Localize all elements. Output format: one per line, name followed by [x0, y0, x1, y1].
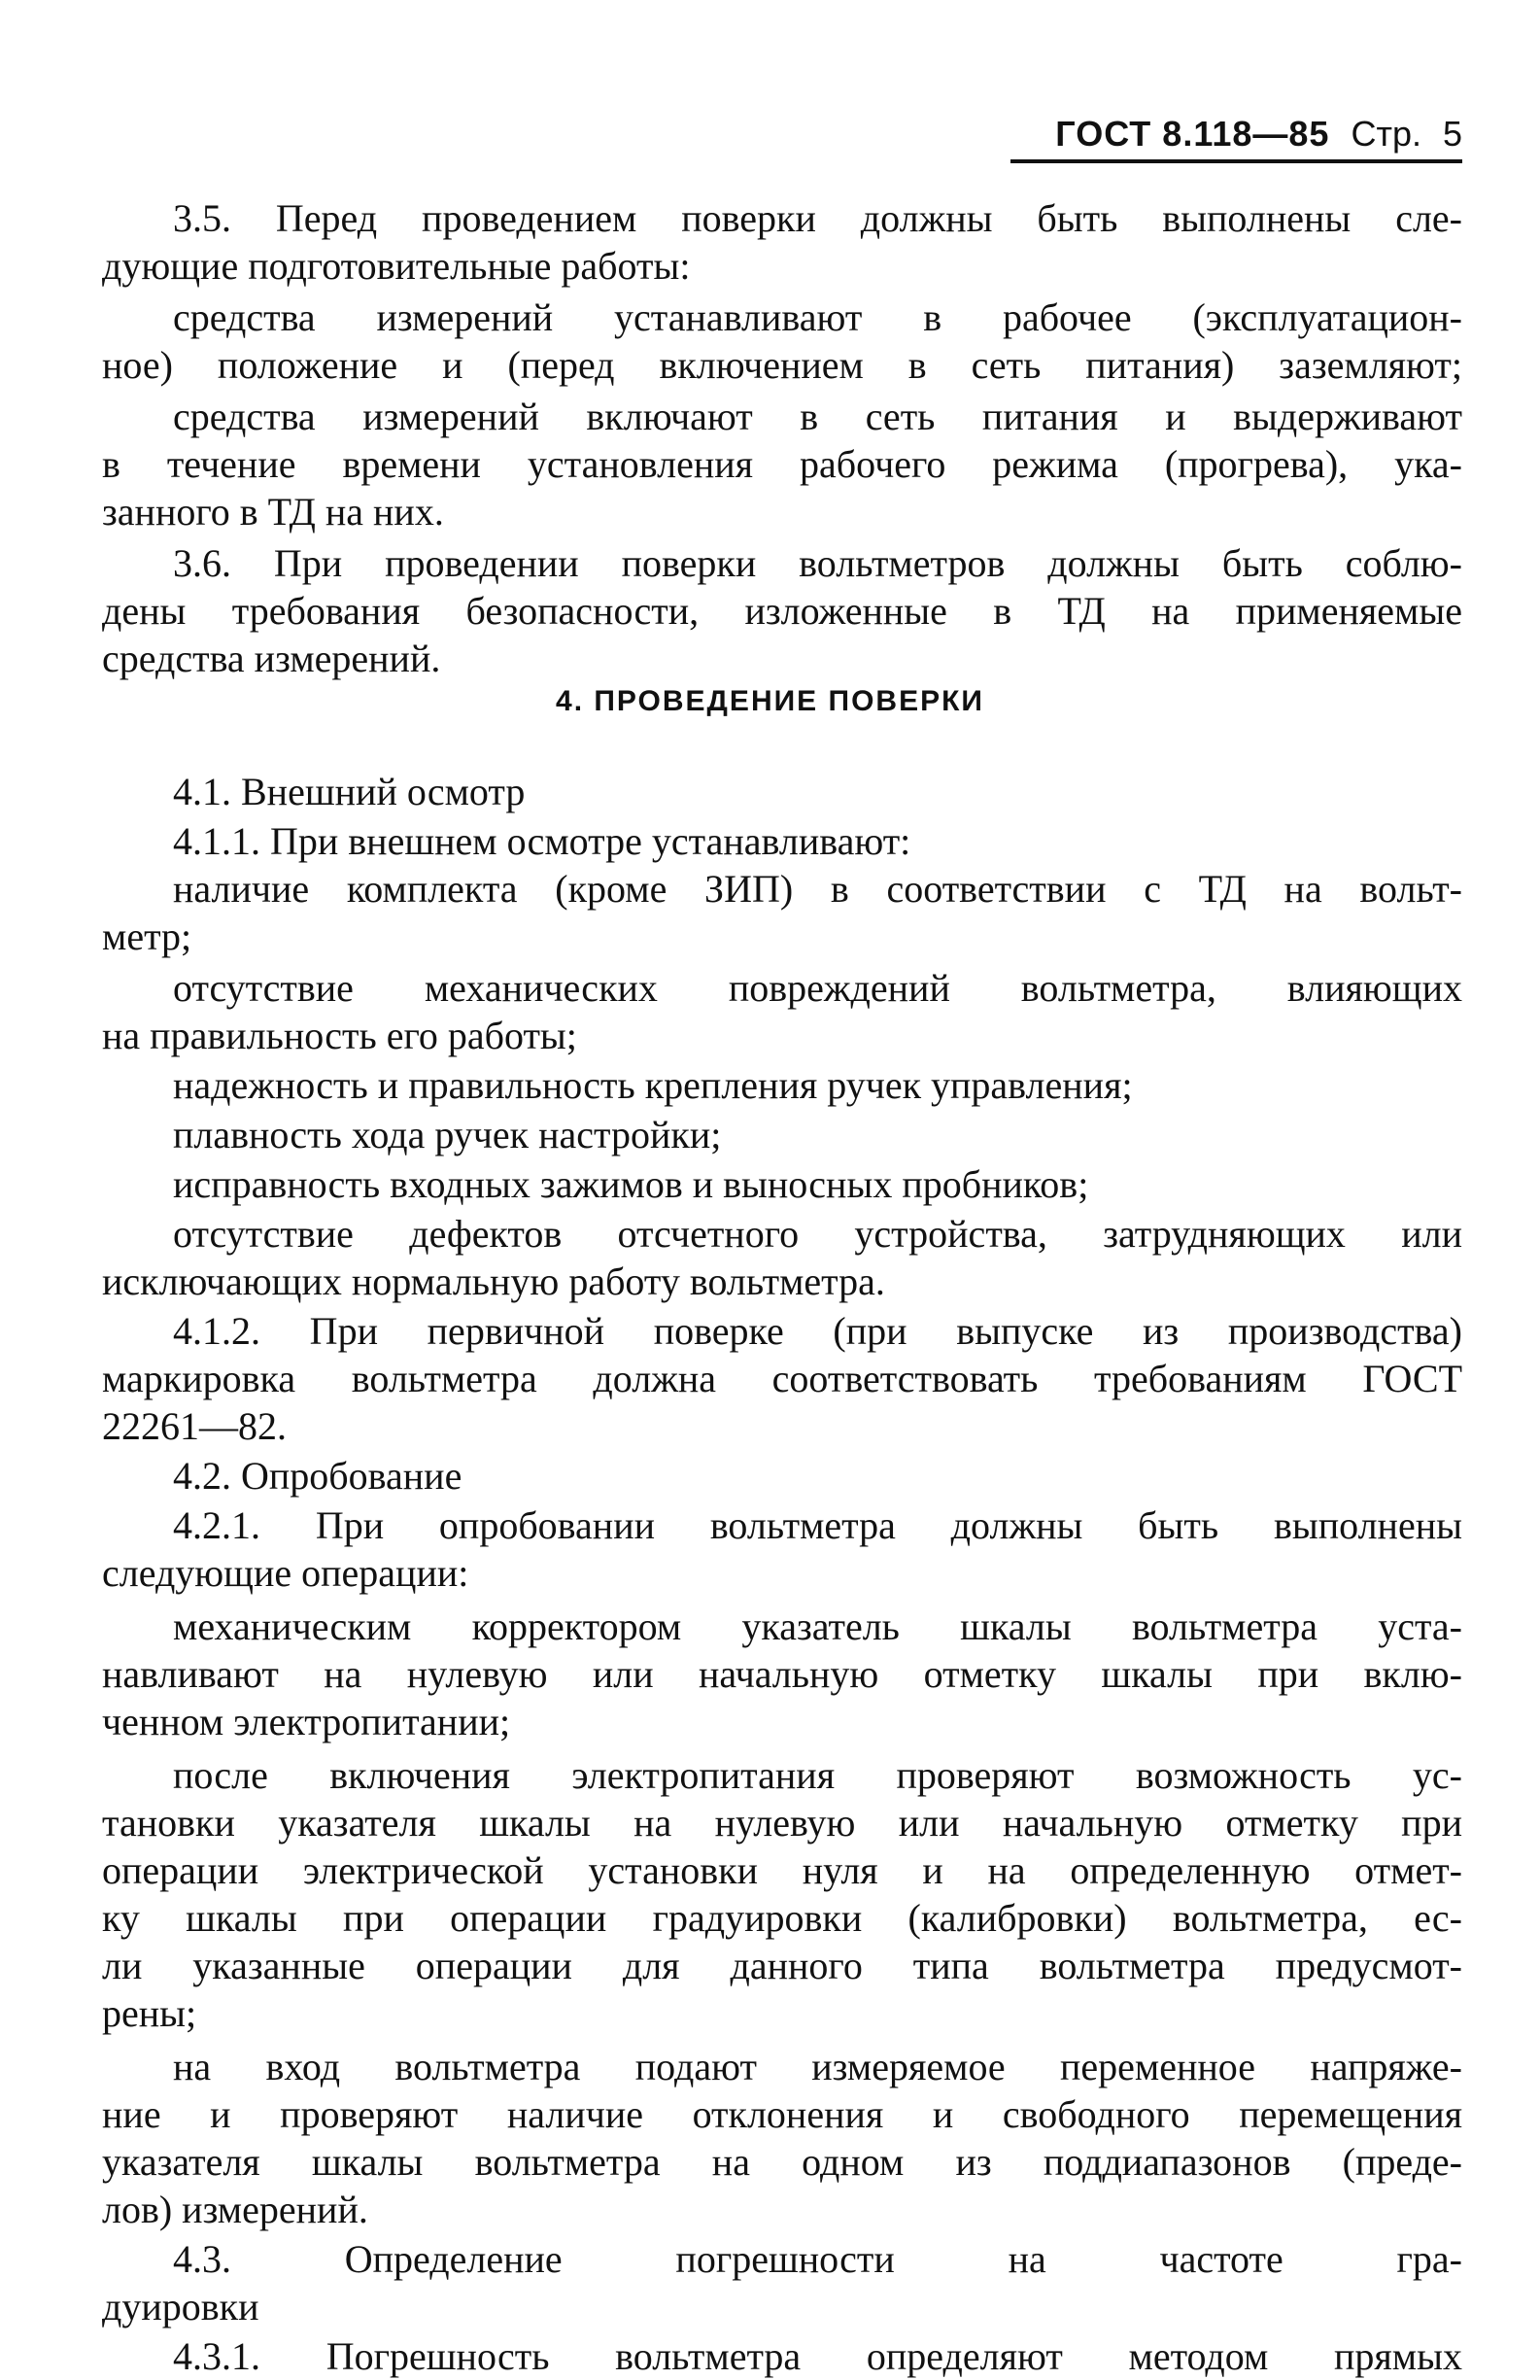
section-heading: 4. ПРОВЕДЕНИЕ ПОВЕРКИ [556, 685, 984, 717]
text-line: отсутствие дефектов отсчетного устройства, затрудняющих или [173, 1212, 1462, 1256]
section-3-text [102, 194, 1462, 682]
text-line: ние и проверяют наличие отклонения и свободного перемещения [102, 2092, 1462, 2136]
page-header [1010, 109, 1462, 163]
text-line: маркировка вольтметра должна соответствовать требованиям ГОСТ [102, 1357, 1462, 1400]
text-line: ченном электропитании; [102, 1700, 511, 1743]
standard-number: ГОСТ 8.118—85 [1055, 114, 1330, 154]
text-line: 4.1.2. При первичной поверке (при выпуске из производства) [173, 1309, 1462, 1353]
text-line: на вход вольтметра подают измеряемое переменное напряже- [173, 2045, 1462, 2088]
text-line: надежность и правильность крепления ручек управления; [173, 1063, 1133, 1107]
text-line: 3.6. При проведении поверки вольтметров должны быть соблю- [173, 541, 1462, 585]
text-line: исключающих нормальную работу вольтметра. [102, 1259, 885, 1303]
text-line: навливают на нулевую или начальную отметку шкалы при вклю- [102, 1652, 1462, 1696]
text-line: на правильность его работы; [102, 1014, 577, 1057]
text-line: наличие комплекта (кроме ЗИП) в соответствии с ТД на вольт- [173, 867, 1462, 911]
text-line: 4.2. Опробование [173, 1454, 462, 1498]
text-line: 4.2.1. При опробовании вольтметра должны быть выполнены [173, 1503, 1462, 1547]
text-line: средства измерений устанавливают в рабочее (эксплуатацион- [173, 295, 1462, 339]
text-line: 4.3.1. Погрешность вольтметра определяют методом прямых [173, 2334, 1462, 2378]
text-line: дующие подготовительные работы: [102, 244, 691, 288]
text-line: 4.1. Внешний осмотр [173, 770, 526, 813]
text-line: 4.3. Определение погрешности на частоте гра- [173, 2237, 1462, 2281]
text-line: отсутствие механических повреждений вольтметра, влияющих [173, 966, 1462, 1010]
section-4-text [102, 768, 1462, 2380]
text-line: ли указанные операции для данного типа вольтметра предусмот- [102, 1944, 1462, 1987]
text-line: метр; [102, 914, 192, 958]
text-line: 22261—82. [102, 1404, 287, 1448]
text-line: операции электрической установки нуля и на определенную отмет- [102, 1848, 1462, 1892]
text-line: 3.5. Перед проведением поверки должны быть выполнены сле- [173, 196, 1462, 240]
text-line: исправность входных зажимов и выносных пробников; [173, 1162, 1089, 1206]
text-line: после включения электропитания проверяют возможность ус- [173, 1753, 1462, 1797]
text-line: ку шкалы при операции градуировки (калибровки) вольтметра, ес- [102, 1896, 1462, 1940]
text-line: механическим корректором указатель шкалы вольтметра уста- [173, 1604, 1462, 1648]
text-line: дены требования безопасности, изложенные в ТД на применяемые [102, 589, 1462, 633]
text-line: средства измерений включают в сеть питания и выдерживают [173, 395, 1462, 438]
text-line: 4.1.1. При внешнем осмотре устанавливают: [173, 819, 911, 863]
page-number: 5 [1442, 114, 1462, 154]
text-line: средства измерений. [102, 637, 441, 680]
text-line: в течение времени установления рабочего режима (прогрева), ука- [102, 442, 1462, 486]
text-line: дуировки [102, 2285, 259, 2328]
text-line: тановки указателя шкалы на нулевую или начальную отметку при [102, 1801, 1462, 1845]
text-line: лов) измерений. [102, 2188, 368, 2231]
text-line: указателя шкалы вольтметра на одном из поддиапазонов (преде- [102, 2140, 1462, 2184]
text-line: рены; [102, 1991, 197, 2035]
text-line: ное) положение и (перед включением в сеть питания) заземляют; [102, 343, 1462, 387]
page-label: Стр. [1351, 114, 1421, 154]
text-line: занного в ТД на них. [102, 490, 444, 534]
text-line: следующие операции: [102, 1551, 469, 1595]
text-line: плавность хода ручек настройки; [173, 1113, 722, 1156]
